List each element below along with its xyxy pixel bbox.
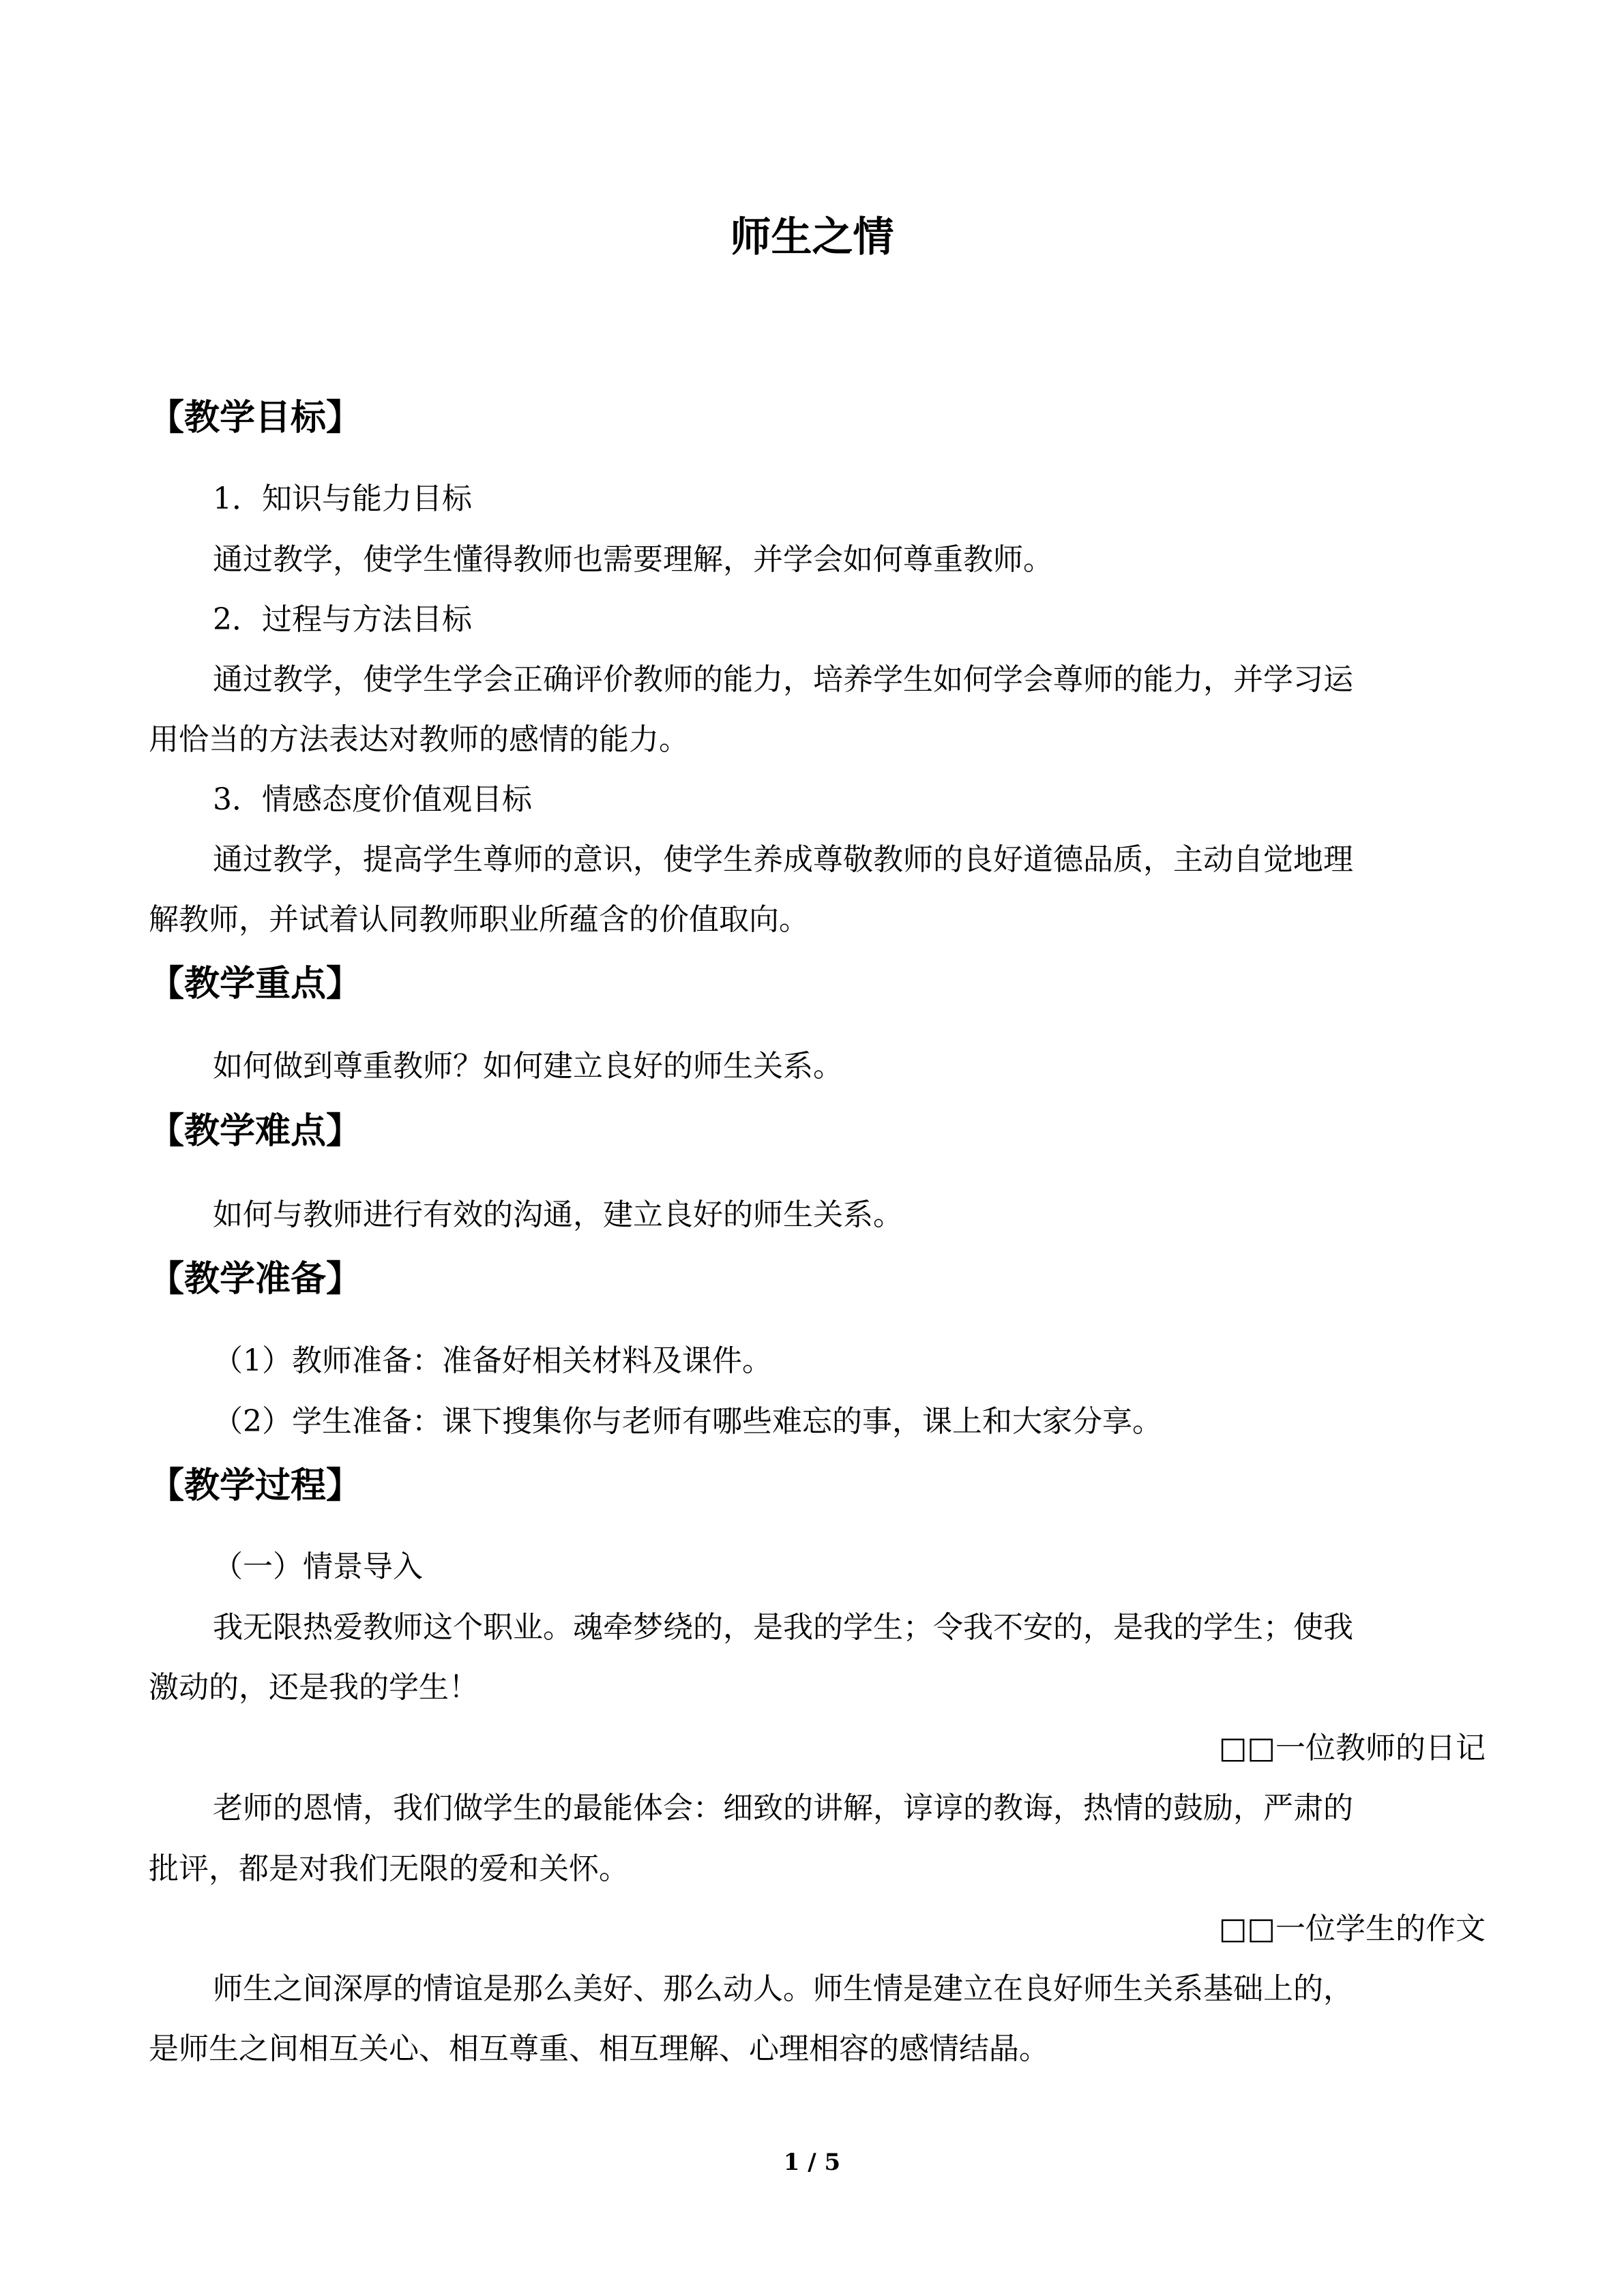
- key-points-text: 如何做到尊重教师？如何建立良好的师生关系。: [213, 1049, 843, 1084]
- objective-2-text-line-1: 通过教学，使学生学会正确评价教师的能力，培养学生如何学会尊师的能力，并学习运: [213, 662, 1353, 697]
- objective-1-title: 1．知识与能力目标: [213, 481, 472, 516]
- page-number: 1 / 5: [783, 2149, 841, 2176]
- paragraph-line-1: 师生之间深厚的情谊是那么美好、那么动人。师生情是建立在良好师生关系基础上的，: [213, 1971, 1353, 2006]
- difficulties-text: 如何与教师进行有效的沟通，建立良好的师生关系。: [213, 1197, 903, 1232]
- quote-1-source: □□一位教师的日记: [1218, 1731, 1486, 1765]
- process-step-1-title: （一）情景导入: [213, 1549, 423, 1584]
- section-heading-preparation: 【教学准备】: [149, 1259, 362, 1300]
- section-heading-difficulties: 【教学难点】: [149, 1111, 362, 1152]
- quote-2-line-1: 老师的恩情，我们做学生的最能体会：细致的讲解，谆谆的教诲，热情的鼓励，严肃的: [213, 1791, 1353, 1825]
- objective-2-title: 2．过程与方法目标: [213, 602, 472, 637]
- quote-2-line-2: 批评，都是对我们无限的爱和关怀。: [149, 1851, 629, 1886]
- quote-1-line-2: 激动的，还是我的学生！: [149, 1670, 479, 1705]
- quote-2-source: □□一位学生的作文: [1218, 1911, 1486, 1946]
- objective-3-text-line-1: 通过教学，提高学生尊师的意识，使学生养成尊敬教师的良好道德品质，主动自觉地理: [213, 842, 1353, 877]
- paragraph-line-2: 是师生之间相互关心、相互尊重、相互理解、心理相容的感情结晶。: [149, 2031, 1049, 2066]
- objective-3-title: 3．情感态度价值观目标: [213, 782, 532, 817]
- objective-2-text-line-2: 用恰当的方法表达对教师的感情的能力。: [149, 722, 689, 757]
- objective-1-text: 通过教学，使学生懂得教师也需要理解，并学会如何尊重教师。: [213, 542, 1053, 577]
- objective-3-text-line-2: 解教师，并试着认同教师职业所蕴含的价值取向。: [149, 902, 809, 937]
- section-heading-key-points: 【教学重点】: [149, 964, 362, 1004]
- preparation-item-2: （2）学生准备：课下搜集你与老师有哪些难忘的事，课上和大家分享。: [213, 1404, 1162, 1439]
- section-heading-objectives: 【教学目标】: [149, 398, 362, 438]
- page-title: 师生之情: [730, 213, 894, 261]
- section-heading-process: 【教学过程】: [149, 1465, 362, 1506]
- preparation-item-1: （1）教师准备：准备好相关材料及课件。: [213, 1343, 772, 1378]
- quote-1-line-1: 我无限热爱教师这个职业。魂牵梦绕的，是我的学生；令我不安的，是我的学生；使我: [213, 1610, 1353, 1645]
